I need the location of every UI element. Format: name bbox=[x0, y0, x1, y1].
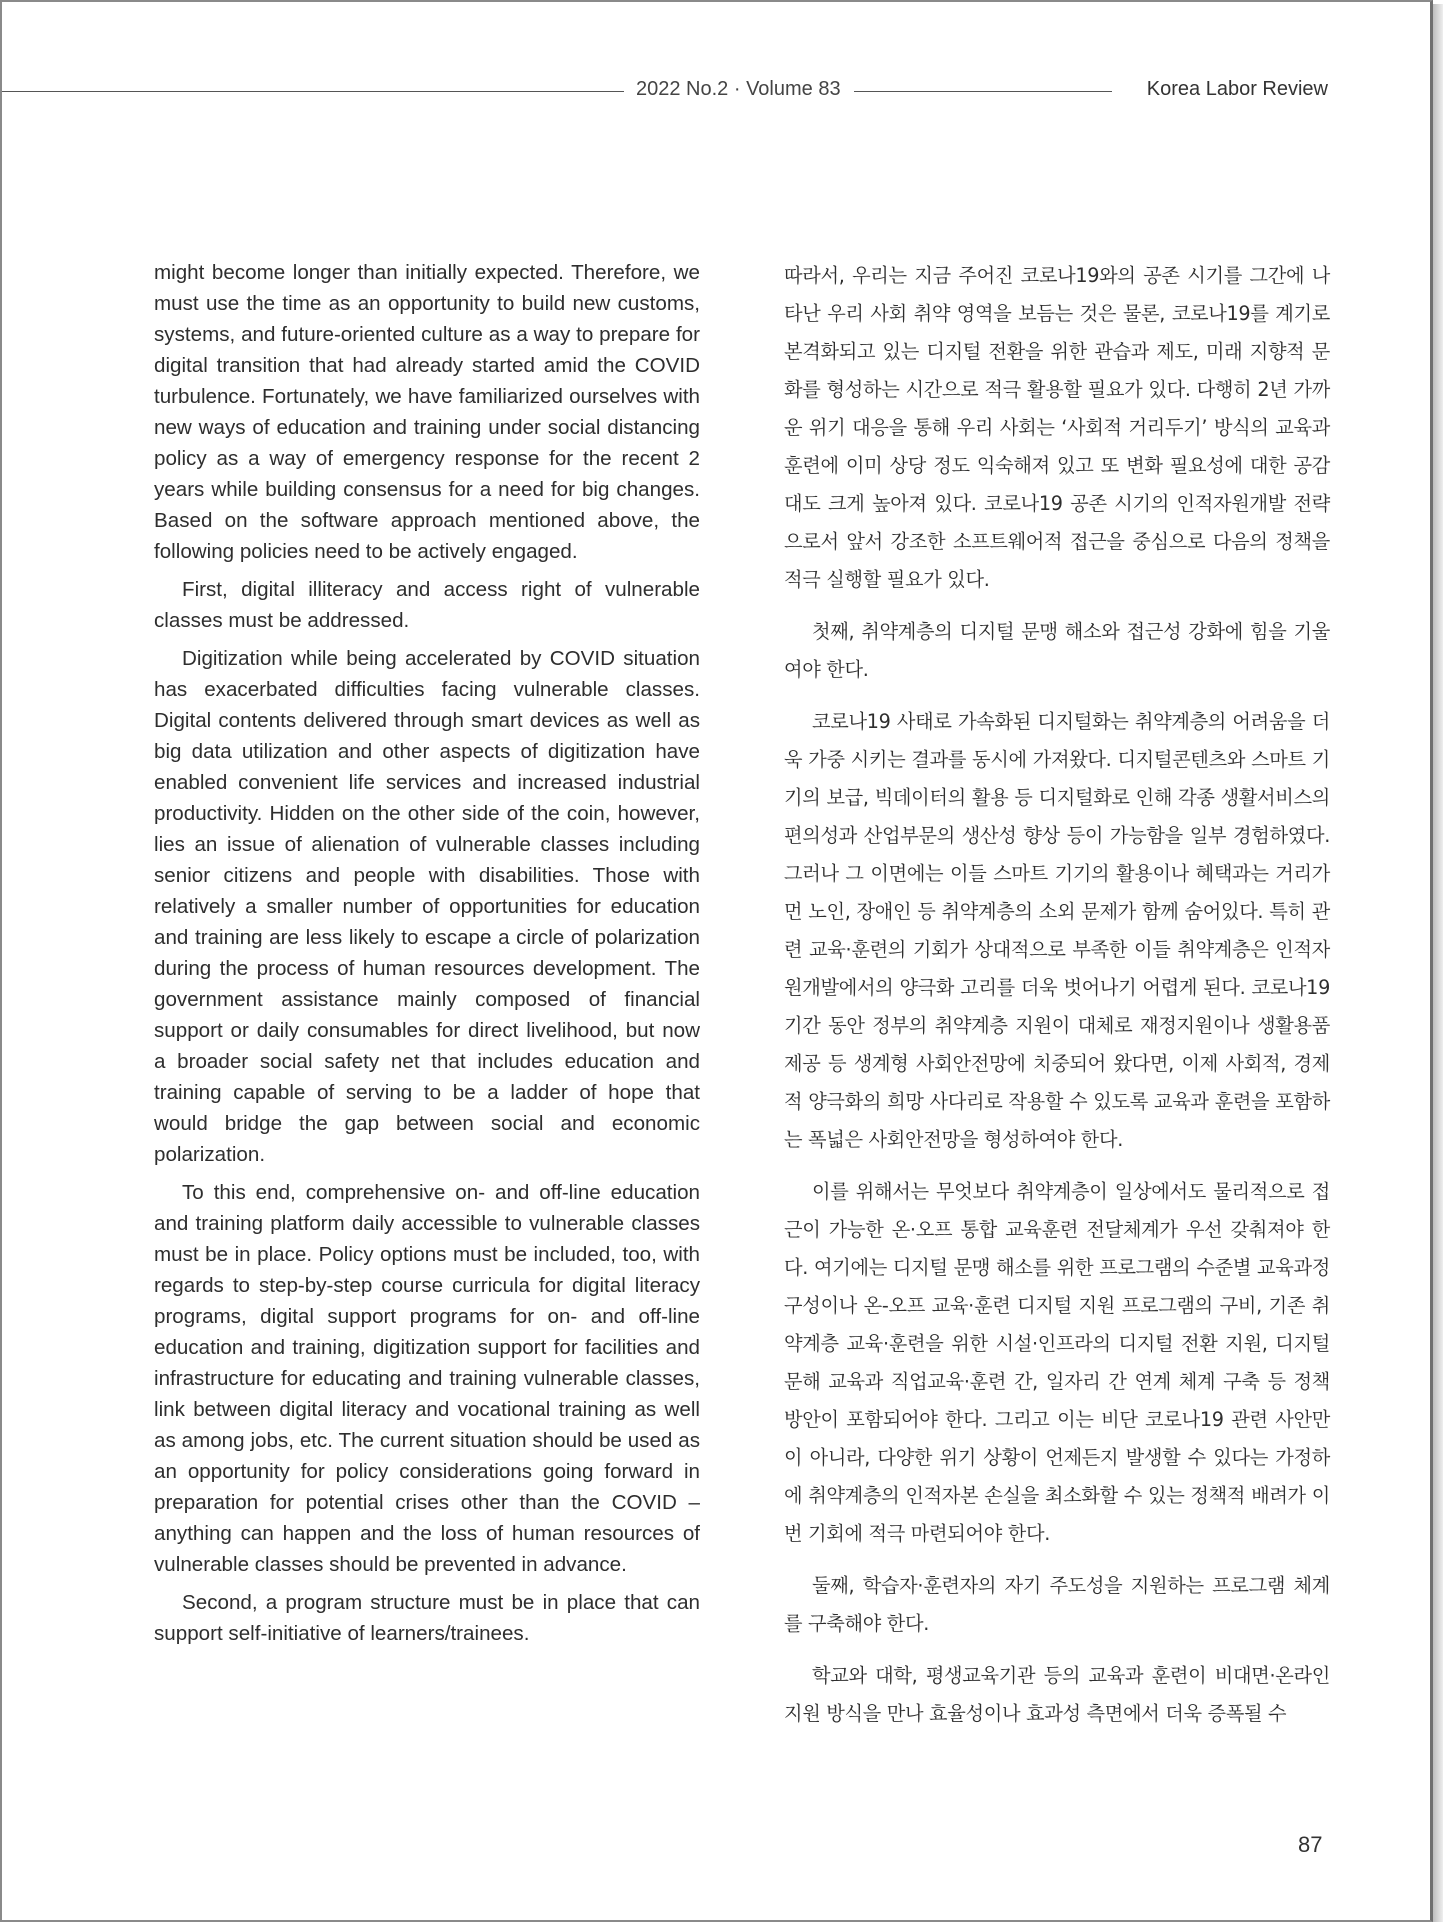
header-rule-middle bbox=[854, 91, 1112, 92]
page-number: 87 bbox=[1298, 1832, 1323, 1857]
korean-column bbox=[784, 257, 1330, 1747]
korean-paragraph-6: 학교와 대학, 평생교육기관 등의 교육과 훈련이 비대면·온라인 지원 방식을 만나 효율성이나 효과성 측면에서 더욱 증폭될 수 bbox=[784, 1664, 1330, 1725]
english-paragraph-1: might become longer than initially expected. Therefore, we must use the time as an opportunity to build new customs, systems, and future-oriented culture as a way to prepare for digital transition that had already started amid the COVID turbulence. Fortunately, we have familiarized ourselves with new ways of education and training under social distancing policy as a way of emergency response for the recent 2 years while building consensus for a need for big changes. Based on the software approach mentioned above, the following policies need to be actively engaged. bbox=[154, 261, 700, 563]
english-paragraph-3: Digitization while being accelerated by COVID situation has exacerbated difficulties facing vulnerable classes. Digital contents delivered through smart devices as well as big data utilization and other aspects of digitization have enabled convenient life services and increased industrial productivity. Hidden on the other side of the coin, however, lies an issue of alienation of vulnerable classes including senior citizens and people with disabilities. Those with relatively a smaller number of opportunities for education and training are less likely to escape a circle of polarization during the process of human resources development. The government assistance mainly composed of financial support or daily consumables for direct livelihood, but now a broader social safety net that includes education and training capable of serving to be a ladder of hope that would bridge the gap between social and economic polarization. bbox=[154, 647, 700, 1166]
korean-paragraph-3: 코로나19 사태로 가속화된 디지털화는 취약계층의 어려움을 더욱 가중 시키는 결과를 동시에 가져왔다. 디지털콘텐츠와 스마트 기기의 보급, 빅데이터의 활용 등 디지털화로 인해 각종 생활서비스의 편의성과 산업부문의 생산성 향상 등이 가능함을 일부 경험하였다. 그러나 그 이면에는 이들 스마트 기기의 활용이나 혜택과는 거리가 먼 노인, 장애인 등 취약계층의 소외 문제가 함께 숨어있다. 특히 관련 교육·훈련의 기회가 상대적으로 부족한 이들 취약계층은 인적자원개발에서의 양극화 고리를 더욱 벗어나기 어렵게 된다. 코로나19 기간 동안 정부의 취약계층 지원이 대체로 재정지원이나 생활용품 제공 등 생계형 사회안전망에 치중되어 왔다면, 이제 사회적, 경제적 양극화의 희망 사다리로 작용할 수 있도록 교육과 훈련을 포함하는 폭넓은 사회안전망을 형성하여야 한다. bbox=[784, 710, 1330, 1151]
english-paragraph-2: First, digital illiteracy and access right of vulnerable classes must be addressed. bbox=[154, 578, 700, 632]
issue-label: 2022 No.2 · Volume 83 bbox=[636, 78, 841, 100]
english-column bbox=[154, 257, 700, 1656]
korean-paragraph-2: 첫째, 취약계층의 디지털 문맹 해소와 접근성 강화에 힘을 기울여야 한다. bbox=[784, 620, 1330, 681]
korean-paragraph-4: 이를 위해서는 무엇보다 취약계층이 일상에서도 물리적으로 접근이 가능한 온·오프 통합 교육훈련 전달체계가 우선 갖춰져야 한다. 여기에는 디지털 문맹 해소를 위한 프로그램의 수준별 교육과정 구성이나 온-오프 교육·훈련 디지털 지원 프로그램의 구비, 기존 취약계층 교육·훈련을 위한 시설·인프라의 디지털 전환 지원, 디지털 문해 교육과 직업교육·훈련 간, 일자리 간 연계 체계 구축 등 정책 방안이 포함되어야 한다. 그리고 이는 비단 코로나19 관련 사안만이 아니라, 다양한 위기 상황이 언제든지 발생할 수 있다는 가정하에 취약계층의 인적자본 손실을 최소화할 수 있는 정책적 배려가 이번 기회에 적극 마련되어야 한다. bbox=[784, 1180, 1330, 1545]
page-edge-shadow bbox=[1433, 4, 1443, 1922]
running-header bbox=[2, 76, 1328, 106]
header-rule-left bbox=[2, 91, 624, 92]
korean-paragraph-5: 둘째, 학습자·훈련자의 자기 주도성을 지원하는 프로그램 체계를 구축해야 한다. bbox=[784, 1574, 1330, 1635]
english-paragraph-5: Second, a program structure must be in place that can support self-initiative of learners/trainees. bbox=[154, 1591, 700, 1645]
journal-title: Korea Labor Review bbox=[1146, 78, 1328, 100]
english-paragraph-4: To this end, comprehensive on- and off-line education and training platform daily accessible to vulnerable classes must be in place. Policy options must be included, too, with regards to step-by-step course curricula for digital literacy programs, digital support programs for on- and off-line education and training, digitization support for facilities and infrastructure for educating and training vulnerable classes, link between digital literacy and vocational training as well as among jobs, etc. The current situation should be used as an opportunity for policy considerations going forward in preparation for potential crises other than the COVID – anything can happen and the loss of human resources of vulnerable classes should be prevented in advance. bbox=[154, 1181, 700, 1576]
korean-paragraph-1: 따라서, 우리는 지금 주어진 코로나19와의 공존 시기를 그간에 나타난 우리 사회 취약 영역을 보듬는 것은 물론, 코로나19를 계기로 본격화되고 있는 디지털 전환을 위한 관습과 제도, 미래 지향적 문화를 형성하는 시간으로 적극 활용할 필요가 있다. 다행히 2년 가까운 위기 대응을 통해 우리 사회는 ‘사회적 거리두기’ 방식의 교육과 훈련에 이미 상당 정도 익숙해져 있고 또 변화 필요성에 대한 공감대도 크게 높아져 있다. 코로나19 공존 시기의 인적자원개발 전략으로서 앞서 강조한 소프트웨어적 접근을 중심으로 다음의 정책을 적극 실행할 필요가 있다. bbox=[784, 264, 1330, 591]
